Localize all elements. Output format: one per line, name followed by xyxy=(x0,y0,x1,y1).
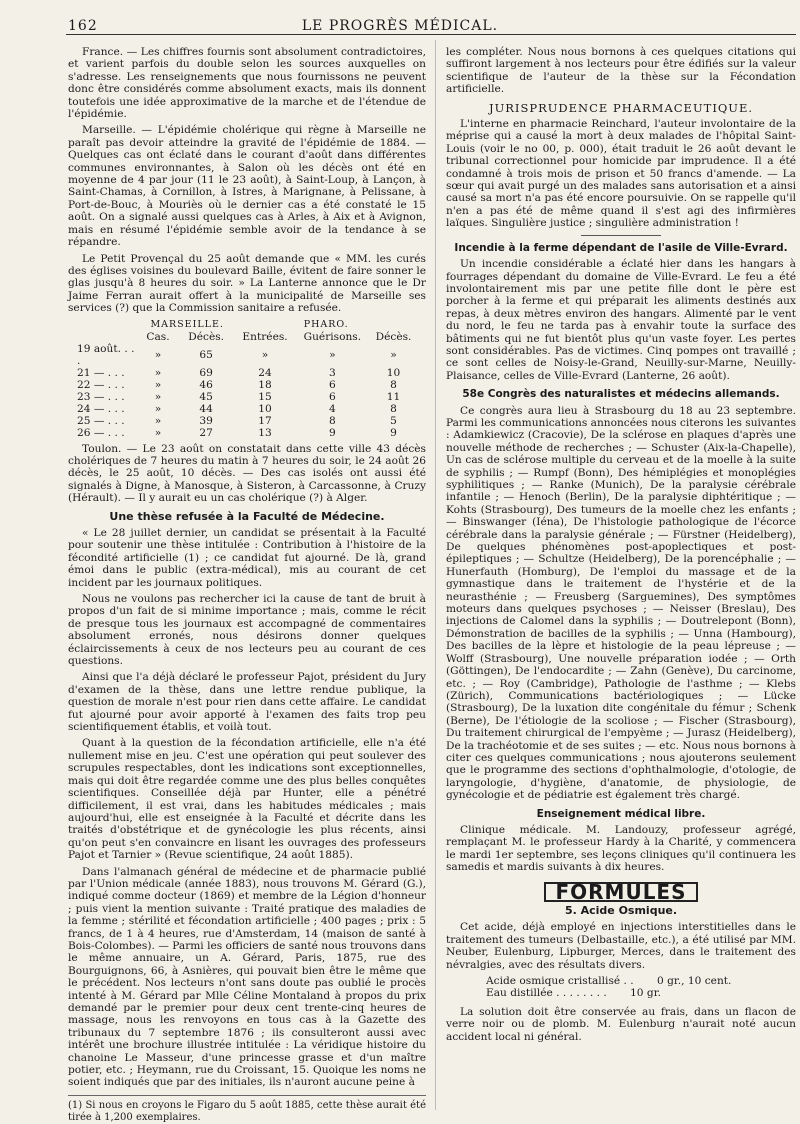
table-cell: 24 xyxy=(258,366,272,379)
table-cell: 8 xyxy=(390,402,397,415)
table-cell: 24 — . . . xyxy=(77,402,125,415)
table-row xyxy=(77,343,417,367)
table-cell: 15 xyxy=(258,390,272,403)
dose-name: Eau distillée . . . . . . . . xyxy=(486,987,607,1000)
paragraph-incendie: Un incendie considérable a éclaté hier dans les hangars à fourrages dépendant du domaine de Ville-Evrard. Le feu a été involontairement mis par une petite fille dont le père est porcher à la ferme et qui préparait les aliments destinés aux repas, à deux mètres environ des hangars. Alimenté par le vent du nord, le feu ne tarda pas à envahir toute la surface des bâtiments qui ne fut bientôt plus qu'un vaste foyer. Les pertes sont considérables. Pas de victimes. Cinq pompes ont travaillé ; ce sont celles de Noisy-le-Grand, Neuilly-sur-Marne, Neuilly-Plaisance, celles de Ville-Evrard (Lanterne, 26 août). xyxy=(446,258,796,382)
paragraph-jurisprudence: L'interne en pharmacie Reinchard, l'auteur involontaire de la méprise qui a causé la mort à deux malades de l'hôpital Saint-Louis (voir le no 00, p. 000), était traduit le 26 août devant le tribunal correctionnel pour homicide par imprudence. Il a été condamné à trois mois de prison et 50 francs d'amende. — La sœur qui avait purgé un des malades sans autorisation et a ainsi causé sa mort n'a pas été encore poursuivie. On se rappelle qu'il n'en a pas été de même quand il s'est agi des infirmières laïques. Singulière justice ; singulière administration ! xyxy=(446,118,796,230)
table-cell: 11 xyxy=(386,390,401,403)
table-header-entrees: Entrées. xyxy=(242,330,288,343)
table-row xyxy=(77,367,417,379)
table-row xyxy=(77,379,417,391)
table-header-deces-pharo: Décès. xyxy=(375,330,412,343)
table-cell: 5 xyxy=(390,414,397,427)
paragraph-petit-provencal: Le Petit Provençal du 25 août demande que « MM. les curés des églises voisines du boulevard Baille, évitent de faire sonner le glas jusqu'à 8 heures du soir. » La Lanterne annonce que le Dr Jaime Ferran aurait offert à la municipalité de Marseille ses services (?) que la Commission sanitaire a refusée. xyxy=(68,252,426,315)
table-cell: 10 xyxy=(258,402,272,415)
heading-jurisprudence: JURISPRUDENCE PHARMACEUTIQUE. xyxy=(488,100,754,115)
paragraph-france: France. — Les chiffres fournis sont absolument contradictoires, et varient parfois du double selon les sources auxquelles on s'adresse. Les renseignements que nous fournissons ne peuvent donc être considérés comme absolument exacts, mais ils donnent toutefois une idée approximative de la marche et de l'étendue de l'épidémie. xyxy=(68,46,426,121)
table-cell: » xyxy=(154,390,162,403)
table-cell: » xyxy=(154,366,162,379)
paragraph-almanach: Dans l'almanach général de médecine et de pharmacie publié par l'Union médicale (année 1883), nous trouvons M. Gérard (G.), indiqué comme docteur (1869) et membre de la Légion d'honneur ; puis vient la mention suivante : Traité pratique des maladies de la femme ; stérilité et fécondation artificielle ; 400 pages ; prix : 5 francs, de 1 à 4 heures, rue d'Amsterdam, 14 (maison de santé à Bois-Colombes). — Parmi les officiers de santé nous trouvons dans le même annuaire, un A. Gérard, Paris, 1875, rue des Bourguignons, 66, à Asnières, qui pouvait bien être le même que le précédent. Nos lecteurs n'ont sans doute pas oublié le procès intenté à M. Gérard par Mlle Céline Montaland à propos du prix demandé par le premier pour deux cent trente-cinq heures de massage, nous les renvoyons en tous cas à la Gazette des tribunaux du 7 septembre 1876 ; ils consulteront aussi avec intérêt une brochure illustrée intitulée : La véridique histoire du chanoine Le Masseur, d'une princesse grasse et d'un maître potier, etc. ; Heymann, rue du Croissant, 15. Quoique les noms ne soient indiqués que par des initiales, ils n'auront aucune peine à xyxy=(68,865,426,1089)
table-header-guerisons: Guérisons. xyxy=(303,330,362,343)
dose-line-2 xyxy=(486,987,796,999)
table-cell: 10 xyxy=(386,366,401,379)
paragraph-congres: Ce congrès aura lieu à Strasbourg du 18 au 23 septembre. Parmi les communications annoncées nous citerons les suivantes : Adamkiewicz (Cracovie), De la sclérose en plaques d'après une nouvelle méthode de recherches ; — Schuster (Aix-la-Chapelle), Un cas de sclérose multiple du cerveau et de la moelle à la suite de syphilis ; — Rumpf (Bonn), Des hémiplégies et monoplégies syphilitiques ; — Ranke (Munich), De la paralysie cérébrale infantile ; — Henoch (Berlin), De la paralysie diphtéritique ; — Kohts (Strasbourg), Des tumeurs de la moelle chez les enfants ; — Binswanger (Iéna), De l'histologie pathologique de l'écorce cérébrale dans la paralysie générale ; — Fürstner (Heidelberg), De quelques phénomènes post-apoplectiques et post-épileptiques ; — Schultze (Heidelberg), De la porencéphalie ; — Hunerfauth (Homburg), De l'emploi du massage et de la gymnastique dans le traitement de l'hystérie et de la neurasthénie ; — Freusberg (Sarguemines), Des symptômes moteurs dans quelques psychoses ; — Neisser (Breslau), Des injections de Calomel dans la syphilis ; — Doutrelepont (Bonn), Démonstration de bacilles de la syphilis ; — Unna (Hambourg), Des bacilles de la lèpre et histologie de la peau lépreuse ; — Wolff (Strasbourg), Une nouvelle préparation iodée ; — Orth (Göttingen), De l'endocardite ; — Zahn (Genève), Du carcinome, etc. ; — Roy (Cambridge), Pathologie de l'asthme ; — Klebs (Zürich), Communications bactériologiques ; — Lücke (Strasbourg), De la luxation dite congénitale du fémur ; Schenk (Berne), De l'étiologie de la scoliose ; — Fischer (Strasbourg), Du traitement chirurgical de l'empyème ; — Jurasz (Heidelberg), De la trachéotomie et de ses suites ; — etc. Nous nous bornons à citer ces quelques communications ; nous ajouterons seulement que le programme des sections d'ophthalmologie, d'otologie, de laryngologie, d'hygiène, d'anatomie, de physiologie, de gynécologie et de pédiatrie est également très chargé. xyxy=(446,404,797,802)
table-cell: 39 xyxy=(199,414,213,427)
table-cell: 19 août. . . . xyxy=(77,342,135,367)
table-cell: 26 — . . . xyxy=(77,426,125,439)
table-cell: » xyxy=(390,348,397,361)
table-header-cas: Cas. xyxy=(146,330,170,343)
paragraph-marseille: Marseille. — L'épidémie cholérique qui règne à Marseille ne paraît pas devoir atteindre la gravité de l'épidémie de 1884. — Quelques cas ont éclaté dans le courant d'août dans différentes communes environnantes, à Salon où les décès ont été en moyenne de 4 par jour (11 le 23 août), à Saint-Loup, à Lançon, à Saint-Chamas, à Cornillon, à Istres, à Marignane, à Pelissane, à Port-de-Bouc, à Mouriès où le dernier cas a été constaté le 15 août. On a signalé aussi quelques cas à Arles, à Aix et à Avignon, mais en résumé l'épidémie semble avoir de la tendance à se répandre. xyxy=(68,124,426,249)
table-header-deces: Décès. xyxy=(188,330,225,343)
table-cell: 46 xyxy=(199,378,213,391)
paragraph-enseignement: Clinique médicale. M. Landouzy, professeur agrégé, remplaçant M. le professeur Hardy à la Charité, y commencera le mardi 1er septembre, ses leçons cliniques qu'il continuera les samedis et mardis suivants à dix heures. xyxy=(446,823,796,874)
table-cell: 13 xyxy=(258,426,272,439)
table-cell: » xyxy=(154,348,162,361)
table-cell: 65 xyxy=(199,348,213,361)
paragraph-these-3: Ainsi que l'a déjà déclaré le professeur Pajot, président du Jury d'examen de la thèse, dans une lettre rendue publique, la question de morale n'est pour rien dans cette affaire. Le candidat fut ajourné pour avoir apporté à l'examen des faits trop peu scientifiquement établis, et voilà tout. xyxy=(68,671,426,734)
journal-title: LE PROGRÈS MÉDICAL. xyxy=(301,18,499,34)
table-cell: 8 xyxy=(329,414,336,427)
table-cell: 18 xyxy=(258,378,272,391)
paragraph-conservation: La solution doit être conservée au frais, dans un flacon de verre noir ou de plomb. M. Eulenburg n'aurait noté aucun accident local ni général. xyxy=(446,1005,796,1043)
formules-banner: FORMULES xyxy=(544,882,698,902)
table-cell: 25 — . . . xyxy=(77,414,125,427)
section-separator xyxy=(581,235,661,236)
page-header xyxy=(0,14,800,36)
table-cell: » xyxy=(154,414,162,427)
paragraph-these-1: « Le 28 juillet dernier, un candidat se présentait à la Faculté pour soutenir une thèse intitulée : Contribution à l'histoire de la fécondité artificielle (1) ; ce candidat fut ajourné. De là, grand émoi dans le public (extra-médical), mis au courant de cet incident par les journaux politiques. xyxy=(68,526,426,589)
table-cell: 22 — . . . xyxy=(77,378,125,391)
table-cell: 6 xyxy=(329,378,336,391)
column-divider xyxy=(435,40,436,1110)
table-cell: » xyxy=(261,348,269,361)
right-column xyxy=(446,46,796,1047)
dose-line-1 xyxy=(486,975,796,987)
table-cell: 21 — . . . xyxy=(77,366,125,379)
heading-enseignement: Enseignement médical libre. xyxy=(536,807,706,820)
table-cell: 17 xyxy=(258,414,272,427)
paragraph-acide-osmique: Cet acide, déjà employé en injections interstitielles dans le traitement des tumeurs (Delbastaille, etc.), a été utilisé par MM. Neuber, Eulenburg, Lipburger, Merces, dans le traitement des névralgies, avec des résultats divers. xyxy=(446,921,796,971)
paragraph-these-2: Nous ne voulons pas rechercher ici la cause de tant de bruit à propos d'un fait de si minime importance ; mais, comme le récit de presque tous les journaux est accompagné de commentaires absolument erronés, nous désirons donner quelques éclaircissements à ceux de nos lecteurs peu au courant de ces questions. xyxy=(68,593,426,668)
paragraph-continuation: les compléter. Nous nous bornons à ces quelques citations qui suffiront largement à nos lecteurs pour être édifiés sur la valeur scientifique de l'auteur de la thèse sur la Fécondation artificielle. xyxy=(446,46,796,96)
table-group-marseille: MARSEILLE. xyxy=(150,318,224,330)
table-row xyxy=(77,427,417,439)
formule-title: 5. Acide Osmique. xyxy=(564,904,678,917)
table-cell: 27 xyxy=(199,426,213,439)
table-cell: 6 xyxy=(329,390,336,403)
table-cell: 3 xyxy=(329,366,336,379)
cholera-table xyxy=(77,319,417,439)
dose-amount: 0 gr., 10 cent. xyxy=(657,975,732,988)
table-cell: » xyxy=(154,426,162,439)
table-group-pharo: PHARO. xyxy=(303,318,349,330)
table-cell: » xyxy=(154,378,162,391)
table-cell: 9 xyxy=(329,426,336,439)
table-cell: 69 xyxy=(199,366,213,379)
heading-congres: 58e Congrès des naturalistes et médecins allemands. xyxy=(462,388,780,401)
table-cell: 4 xyxy=(329,402,336,415)
page-number: 162 xyxy=(68,18,98,34)
heading-incendie: Incendie à la ferme dépendant de l'asile de Ville-Evrard. xyxy=(454,241,788,254)
heading-these-refusee: Une thèse refusée à la Faculté de Médecine. xyxy=(109,509,385,523)
table-cell: 23 — . . . xyxy=(77,390,125,403)
paragraph-toulon: Toulon. — Le 23 août on constatait dans cette ville 43 décès cholériques de 7 heures du matin à 7 heures du soir, le 24 août 26 décès, le 25 août, 10 décès. — Des cas isolés ont aussi été signalés à Digne, à Manosque, à Sisteron, à Carcassonne, à Cruzy (Hérault). — Il y aurait eu un cas cholérique (?) à Alger. xyxy=(68,442,426,505)
table-cell: 45 xyxy=(199,390,213,403)
table-row xyxy=(77,391,417,403)
paragraph-these-4: Quant à la question de la fécondation artificielle, elle n'a été nullement mise en jeu. C'est une opération qui peut soulever des scrupules respectables, dont les indications sont exceptionnelles, mais qui doit être regardée comme une des plus belles conquêtes scientifiques. Conseillée déjà par Hunter, elle a pénétré difficilement, il est vrai, dans les habitudes médicales ; mais aujourd'hui, elle est enseignée à la Faculté et décrite dans les traités d'obstétrique et de gynécologie les plus récents, ainsi qu'on peut s'en convaincre en lisant les ouvrages des professeurs Pajot et Tarnier » (Revue scientifique, 24 août 1885). xyxy=(68,737,426,862)
table-cell: 8 xyxy=(390,378,397,391)
table-row xyxy=(77,415,417,427)
table-cell: » xyxy=(154,402,162,415)
left-column xyxy=(68,46,426,1124)
table-row xyxy=(77,403,417,415)
table-cell: 44 xyxy=(199,402,213,415)
header-rule xyxy=(66,34,796,35)
table-cell: » xyxy=(329,348,336,361)
footnote: (1) Si nous en croyons le Figaro du 5 août 1885, cette thèse aurait été tirée à 1,200 exemplaires. xyxy=(68,1095,426,1124)
table-cell: 9 xyxy=(390,426,397,439)
dose-name: Acide osmique cristallisé . . xyxy=(486,975,634,988)
dose-amount: 10 gr. xyxy=(630,987,661,1000)
